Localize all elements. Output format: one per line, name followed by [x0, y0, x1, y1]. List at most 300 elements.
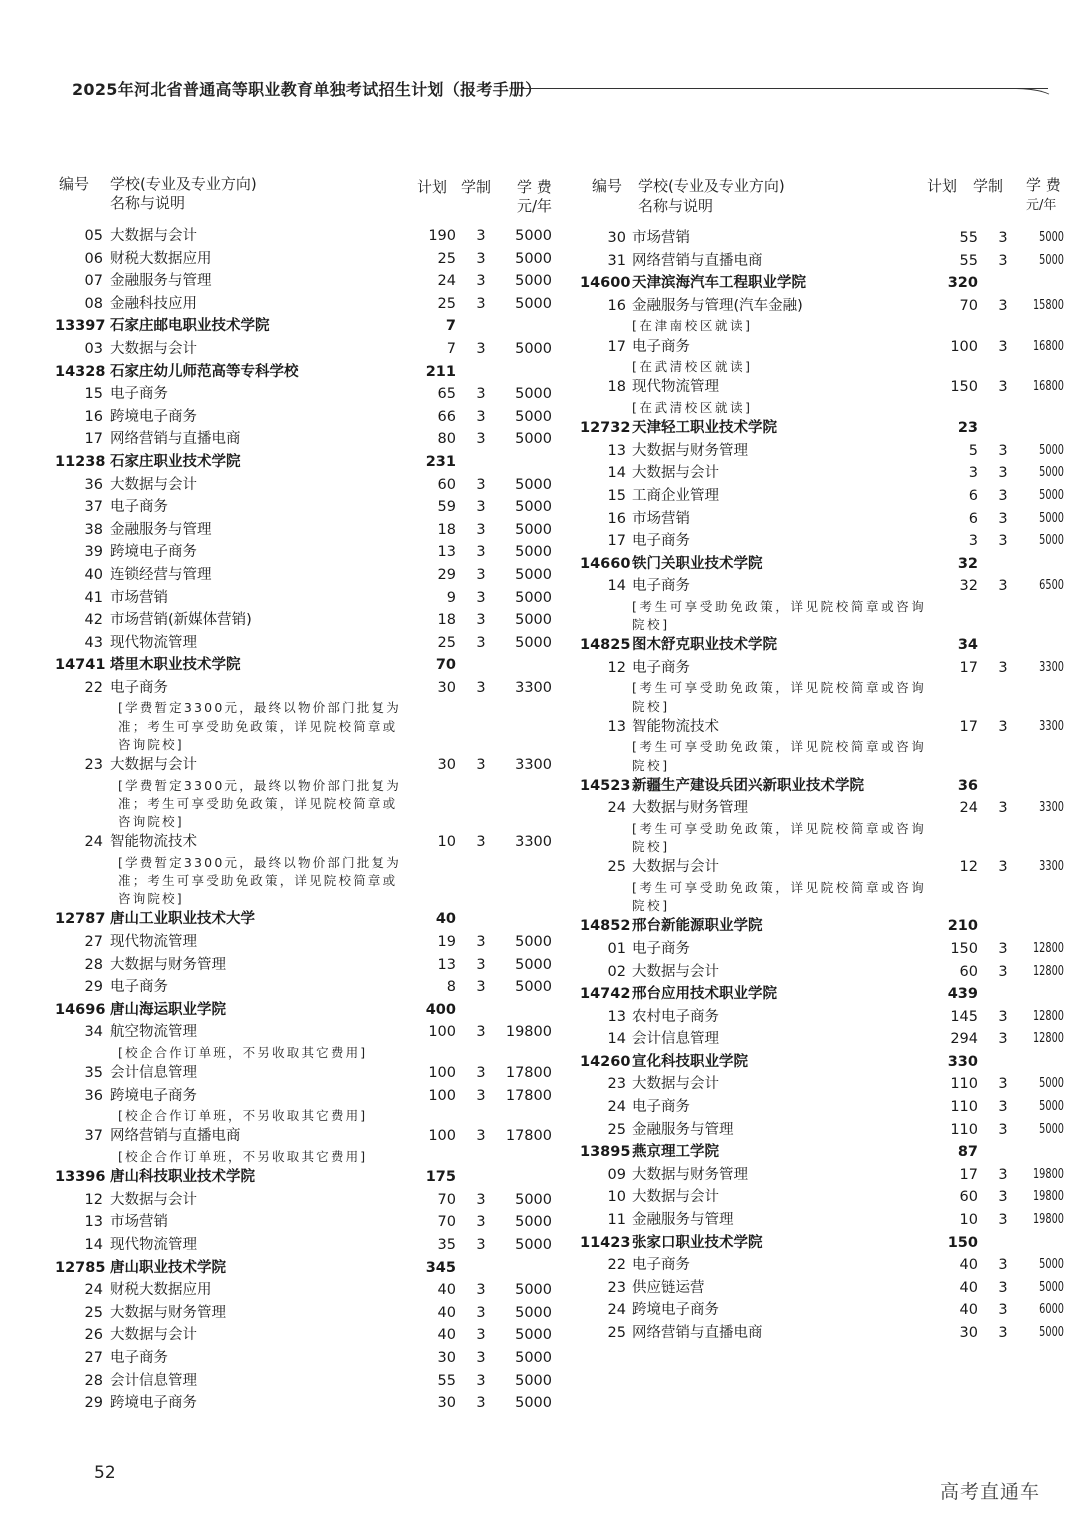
major-row: [55, 1324, 565, 1347]
major-plan: 40: [437, 1282, 456, 1299]
major-name: 财税大数据应用: [110, 250, 212, 267]
school-row: [580, 417, 1060, 440]
major-name: 大数据与会计: [632, 1189, 719, 1206]
major-fee: 5000: [515, 544, 552, 561]
major-years: 3: [998, 465, 1008, 482]
major-plan: 70: [437, 1191, 456, 1208]
school-plan: 70: [435, 657, 456, 674]
major-row: [580, 961, 1064, 984]
major-plan: 3: [968, 465, 978, 482]
major-fee: 3300: [1039, 718, 1064, 734]
major-row: [580, 336, 1064, 359]
header-fee-line2: 元/年: [1026, 198, 1057, 213]
major-code: 06: [84, 250, 103, 267]
school-plan: 175: [425, 1169, 456, 1186]
major-fee: 3300: [1039, 659, 1064, 675]
school-name: 燕京理工学院: [632, 1144, 719, 1161]
major-code: 13: [607, 718, 626, 735]
major-code: 24: [607, 1302, 626, 1319]
major-name: 航空物流管理: [110, 1024, 197, 1041]
school-code: 14600: [580, 275, 631, 292]
school-name: 邢台新能源职业学院: [632, 918, 763, 935]
major-code: 08: [84, 295, 103, 312]
major-years: 3: [998, 963, 1008, 980]
major-code: 42: [84, 612, 103, 629]
major-note-line: 院校]: [632, 898, 670, 914]
major-name: 市场营销: [632, 230, 690, 246]
major-years: 3: [476, 273, 486, 290]
major-note-line: [考生可享受助免政策，详见院校简章或咨询: [632, 820, 927, 836]
major-name: 市场营销: [110, 589, 168, 606]
major-name: 电子商务: [110, 1350, 168, 1366]
header-fee-line1: 学 费: [517, 178, 552, 196]
major-code: 29: [84, 979, 103, 996]
major-name: 网络营销与直播电商: [632, 1325, 763, 1341]
major-years: 3: [476, 1372, 486, 1389]
major-years: 3: [998, 1008, 1008, 1025]
major-row: [580, 1073, 1064, 1096]
school-code: 11423: [580, 1234, 631, 1251]
school-code: 13396: [55, 1169, 106, 1186]
major-plan: 55: [959, 230, 978, 246]
school-code: 12732: [580, 420, 631, 437]
major-fee: 17800: [505, 1065, 552, 1082]
major-code: 16: [84, 408, 103, 425]
major-row: [55, 1125, 565, 1148]
school-plan: 23: [957, 420, 978, 437]
major-name: 现代物流管理: [110, 634, 197, 651]
school-plan: 211: [425, 363, 456, 380]
major-row: [55, 1392, 565, 1415]
school-code: 14660: [580, 555, 631, 572]
major-years: 3: [476, 1065, 486, 1082]
major-fee: 3300: [515, 757, 552, 774]
major-fee: 5000: [1039, 465, 1064, 481]
major-name: 大数据与会计: [110, 1327, 197, 1344]
header-code: 编号: [59, 175, 90, 193]
major-plan: 55: [437, 1372, 456, 1389]
major-row: [580, 227, 1064, 250]
major-code: 15: [84, 386, 103, 403]
major-plan: 59: [437, 499, 456, 516]
major-name: 大数据与财务管理: [632, 800, 748, 817]
school-plan: 32: [957, 555, 978, 572]
school-name: 天津滨海汽车工程职业学院: [632, 275, 806, 292]
major-fee: 5000: [515, 521, 552, 538]
school-row: [580, 1051, 1060, 1074]
major-code: 17: [607, 338, 626, 355]
major-code: 36: [84, 476, 103, 493]
major-plan: 6: [968, 510, 978, 527]
major-plan: 40: [959, 1257, 978, 1274]
major-row: [55, 1302, 565, 1325]
major-years: 3: [476, 1214, 486, 1231]
major-row: [55, 1062, 565, 1085]
major-plan: 150: [950, 379, 978, 396]
major-row: [55, 1279, 565, 1302]
major-years: 3: [476, 250, 486, 267]
major-fee: 5000: [515, 1372, 552, 1389]
major-note-line: [学费暂定3300元，最终以物价部门批复为: [118, 854, 401, 870]
major-name: 大数据与会计: [110, 1191, 197, 1208]
major-note-line: 咨询院校]: [118, 891, 184, 907]
major-fee: 5000: [1039, 533, 1064, 549]
major-name: 大数据与会计: [632, 465, 719, 482]
major-note-line: [在津南校区就读]: [632, 318, 753, 334]
header-years: 学制: [973, 177, 1004, 195]
major-note-line: 咨询院校]: [118, 736, 184, 752]
major-fee: 5000: [515, 979, 552, 996]
major-row: [580, 1322, 1064, 1345]
major-plan: 70: [959, 297, 978, 314]
major-years: 3: [476, 408, 486, 425]
major-note-line: 准；考生可享受助免政策，详见院校简章或: [118, 718, 398, 734]
major-fee: 5000: [515, 1237, 552, 1254]
major-years: 3: [476, 1191, 486, 1208]
major-code: 14: [607, 1031, 626, 1048]
major-plan: 70: [437, 1214, 456, 1231]
school-row: [580, 272, 1060, 295]
major-fee: 5000: [1039, 1325, 1064, 1340]
left-column: [55, 170, 565, 1412]
major-years: 3: [476, 431, 486, 448]
major-fee: 3300: [515, 679, 552, 696]
major-fee: 5000: [1039, 230, 1064, 245]
major-row: [55, 1085, 565, 1108]
major-row: [580, 508, 1064, 531]
school-name: 石家庄职业技术学院: [110, 453, 241, 470]
major-fee: 5000: [1039, 1257, 1064, 1273]
major-fee: 5000: [515, 566, 552, 583]
major-plan: 100: [950, 338, 978, 355]
major-fee: 5000: [515, 295, 552, 312]
major-fee: 5000: [515, 1191, 552, 1208]
major-name: 供应链运营: [632, 1279, 705, 1296]
school-code: 14260: [580, 1053, 631, 1070]
school-plan: 40: [435, 911, 456, 928]
major-years: 3: [998, 297, 1008, 314]
major-fee: 19800: [505, 1024, 552, 1041]
major-row: [55, 1211, 565, 1234]
major-code: 28: [84, 956, 103, 973]
major-row: [55, 519, 565, 542]
school-name: 邢台应用技术职业学院: [632, 986, 777, 1003]
major-years: 3: [998, 1189, 1008, 1206]
major-code: 36: [84, 1087, 103, 1104]
major-note-line: [考生可享受助免政策，详见院校简章或咨询: [632, 879, 927, 895]
major-plan: 13: [437, 956, 456, 973]
major-row: [55, 248, 565, 271]
major-plan: 12: [959, 859, 978, 876]
major-name: 电子商务: [632, 533, 690, 550]
school-row: [580, 553, 1060, 576]
major-plan: 18: [437, 612, 456, 629]
major-plan: 100: [428, 1128, 456, 1145]
major-code: 27: [84, 1350, 103, 1366]
major-years: 3: [998, 1325, 1008, 1341]
major-years: 3: [998, 487, 1008, 504]
major-fee: 5000: [515, 634, 552, 651]
major-code: 38: [84, 521, 103, 538]
major-code: 29: [84, 1395, 103, 1412]
major-fee: 5000: [1039, 487, 1064, 503]
major-years: 3: [998, 442, 1008, 459]
school-row: [55, 908, 565, 931]
major-code: 10: [607, 1189, 626, 1206]
major-years: 3: [476, 295, 486, 312]
major-years: 3: [476, 679, 486, 696]
major-name: 农村电子商务: [632, 1008, 719, 1025]
watermark: 高考直通车: [940, 1481, 1041, 1503]
major-fee: 16800: [1032, 338, 1064, 354]
major-fee: 5000: [515, 589, 552, 606]
major-fee: 5000: [1039, 1121, 1064, 1137]
major-code: 25: [607, 1325, 626, 1341]
school-row: [55, 361, 565, 384]
major-code: 17: [84, 431, 103, 448]
major-name: 市场营销(新媒体营销): [110, 612, 252, 629]
major-name: 金融服务与管理: [110, 521, 212, 538]
major-years: 3: [476, 757, 486, 774]
major-plan: 6: [968, 487, 978, 504]
major-years: 3: [998, 1099, 1008, 1116]
major-name: 跨境电子商务: [110, 1087, 197, 1104]
major-years: 3: [998, 800, 1008, 817]
school-row: [580, 1141, 1060, 1164]
school-name: 宣化科技职业学院: [632, 1053, 748, 1070]
major-code: 25: [84, 1304, 103, 1321]
major-row: [580, 856, 1064, 879]
major-plan: 30: [437, 757, 456, 774]
major-fee: 15800: [1032, 297, 1064, 313]
major-row: [55, 564, 565, 587]
school-row: [55, 999, 565, 1022]
major-code: 16: [607, 510, 626, 527]
major-years: 3: [998, 859, 1008, 876]
school-row: [55, 1166, 565, 1189]
major-name: 金融服务与管理(汽车金融): [632, 297, 803, 314]
major-code: 24: [607, 800, 626, 817]
major-code: 40: [84, 566, 103, 583]
school-row: [55, 315, 565, 338]
major-years: 3: [476, 1282, 486, 1299]
column-header: [55, 170, 565, 225]
school-code: 14696: [55, 1001, 106, 1018]
major-code: 39: [84, 544, 103, 561]
major-code: 24: [607, 1099, 626, 1116]
school-plan: 150: [947, 1234, 978, 1251]
major-years: 3: [476, 589, 486, 606]
major-row: [55, 754, 565, 777]
major-code: 25: [607, 1121, 626, 1138]
major-years: 3: [476, 566, 486, 583]
major-years: 3: [998, 230, 1008, 246]
major-row: [580, 1277, 1064, 1300]
major-fee: 5000: [515, 1350, 552, 1366]
major-plan: 5: [968, 442, 978, 459]
major-code: 01: [607, 940, 626, 957]
header-plan: 计划: [417, 178, 448, 196]
major-code: 22: [84, 679, 103, 696]
school-row: [580, 983, 1060, 1006]
major-code: 11: [607, 1212, 626, 1229]
school-name: 石家庄幼儿师范高等专科学校: [110, 363, 299, 380]
major-name: 电子商务: [632, 1257, 690, 1274]
school-code: 13895: [580, 1144, 631, 1161]
major-plan: 65: [437, 386, 456, 403]
document-title: 2025年河北省普通高等职业教育单独考试招生计划（报考手册）: [72, 80, 542, 99]
major-code: 22: [607, 1257, 626, 1274]
major-name: 智能物流技术: [632, 718, 719, 735]
major-fee: 5000: [515, 408, 552, 425]
major-name: 大数据与财务管理: [632, 442, 748, 459]
major-plan: 55: [959, 252, 978, 269]
major-row: [55, 587, 565, 610]
major-code: 41: [84, 589, 103, 606]
major-code: 13: [607, 442, 626, 459]
major-note-line: [校企合作订单班，不另收取其它费用]: [118, 1108, 368, 1124]
school-plan: 36: [957, 777, 978, 794]
major-name: 大数据与财务管理: [110, 1304, 226, 1321]
major-code: 15: [607, 487, 626, 504]
major-fee: 16800: [1032, 379, 1064, 395]
major-code: 37: [84, 499, 103, 516]
school-name: 石家庄邮电职业技术学院: [110, 318, 270, 335]
major-row: [580, 530, 1064, 553]
major-code: 14: [607, 465, 626, 482]
major-fee: 5000: [515, 612, 552, 629]
major-code: 24: [84, 1282, 103, 1299]
major-code: 25: [607, 859, 626, 876]
major-row: [55, 1189, 565, 1212]
school-code: 14825: [580, 637, 631, 654]
major-note-line: 咨询院校]: [118, 814, 184, 829]
school-row: [580, 775, 1060, 798]
school-name: 唐山科技职业技术学院: [110, 1169, 255, 1186]
major-name: 金融科技应用: [110, 295, 197, 312]
major-code: 28: [84, 1372, 103, 1389]
major-years: 3: [998, 533, 1008, 550]
header-name-line1: 学校(专业及专业方向): [110, 175, 257, 193]
major-years: 3: [476, 1327, 486, 1344]
major-plan: 60: [437, 476, 456, 493]
major-row: [55, 270, 565, 293]
major-code: 23: [607, 1279, 626, 1296]
major-fee: 5000: [1039, 1076, 1064, 1092]
major-fee: 5000: [1039, 442, 1064, 458]
major-name: 电子商务: [632, 1099, 690, 1116]
major-fee: 5000: [515, 273, 552, 290]
major-plan: 25: [437, 250, 456, 267]
school-plan: 439: [947, 986, 978, 1003]
major-years: 3: [476, 340, 486, 357]
school-plan: 320: [947, 275, 978, 292]
header-years: 学制: [461, 178, 492, 196]
school-code: 14328: [55, 363, 106, 380]
major-name: 大数据与会计: [110, 340, 197, 357]
major-code: 13: [84, 1214, 103, 1231]
school-plan: 87: [957, 1144, 978, 1161]
major-years: 3: [476, 521, 486, 538]
major-plan: 13: [437, 544, 456, 561]
major-name: 电子商务: [110, 386, 168, 403]
major-name: 工商企业管理: [632, 487, 719, 504]
school-row: [55, 654, 565, 677]
major-note-line: [考生可享受助免政策，详见院校简章或咨询: [632, 598, 927, 614]
major-plan: 80: [437, 431, 456, 448]
major-code: 30: [607, 230, 626, 246]
major-name: 跨境电子商务: [110, 544, 197, 561]
school-name: 唐山工业职业技术大学: [110, 911, 255, 928]
major-plan: 8: [446, 979, 456, 996]
school-plan: 7: [445, 318, 456, 335]
major-fee: 5000: [515, 1214, 552, 1231]
major-fee: 6000: [1039, 1302, 1064, 1318]
major-fee: 5000: [1039, 1279, 1064, 1295]
major-years: 3: [998, 940, 1008, 957]
major-plan: 25: [437, 634, 456, 651]
major-years: 3: [476, 834, 486, 851]
major-fee: 5000: [515, 1304, 552, 1321]
major-row: [55, 954, 565, 977]
major-fee: 5000: [515, 250, 552, 267]
major-name: 智能物流技术: [110, 834, 197, 851]
school-code: 11238: [55, 453, 106, 470]
school-code: 12785: [55, 1259, 106, 1276]
major-plan: 66: [437, 408, 456, 425]
major-row: [55, 1234, 565, 1257]
major-plan: 17: [959, 1166, 978, 1183]
major-plan: 30: [959, 1325, 978, 1341]
major-row: [55, 293, 565, 316]
major-row: [55, 632, 565, 655]
major-code: 12: [84, 1191, 103, 1208]
major-years: 3: [476, 386, 486, 403]
major-name: 跨境电子商务: [632, 1302, 719, 1319]
major-years: 3: [476, 612, 486, 629]
major-row: [55, 1347, 565, 1370]
major-years: 3: [998, 1166, 1008, 1183]
school-plan: 34: [957, 637, 978, 654]
major-years: 3: [476, 933, 486, 950]
major-code: 05: [84, 228, 103, 244]
major-plan: 110: [950, 1099, 978, 1116]
major-row: [55, 831, 565, 854]
major-years: 3: [998, 1212, 1008, 1229]
major-row: [580, 575, 1064, 598]
major-name: 会计信息管理: [110, 1372, 197, 1389]
header-code: 编号: [592, 177, 623, 195]
school-code: 14742: [580, 986, 631, 1003]
major-note-line: [考生可享受助免政策，详见院校简章或咨询: [632, 680, 927, 696]
major-name: 大数据与会计: [632, 859, 719, 876]
major-fee: 12800: [1032, 1008, 1064, 1024]
major-code: 37: [84, 1128, 103, 1145]
major-name: 电子商务: [632, 578, 690, 595]
major-row: [580, 797, 1064, 820]
major-plan: 18: [437, 521, 456, 538]
major-plan: 60: [959, 1189, 978, 1206]
major-years: 3: [476, 1304, 486, 1321]
major-name: 网络营销与直播电商: [110, 431, 241, 448]
school-name: 图木舒克职业技术学院: [632, 637, 777, 654]
major-row: [580, 485, 1064, 508]
major-note-line: 准；考生可享受助免政策，详见院校简章或: [118, 795, 398, 811]
major-row: [580, 657, 1064, 680]
major-row: [580, 1119, 1064, 1142]
major-code: 07: [84, 273, 103, 290]
major-row: [55, 1021, 565, 1044]
